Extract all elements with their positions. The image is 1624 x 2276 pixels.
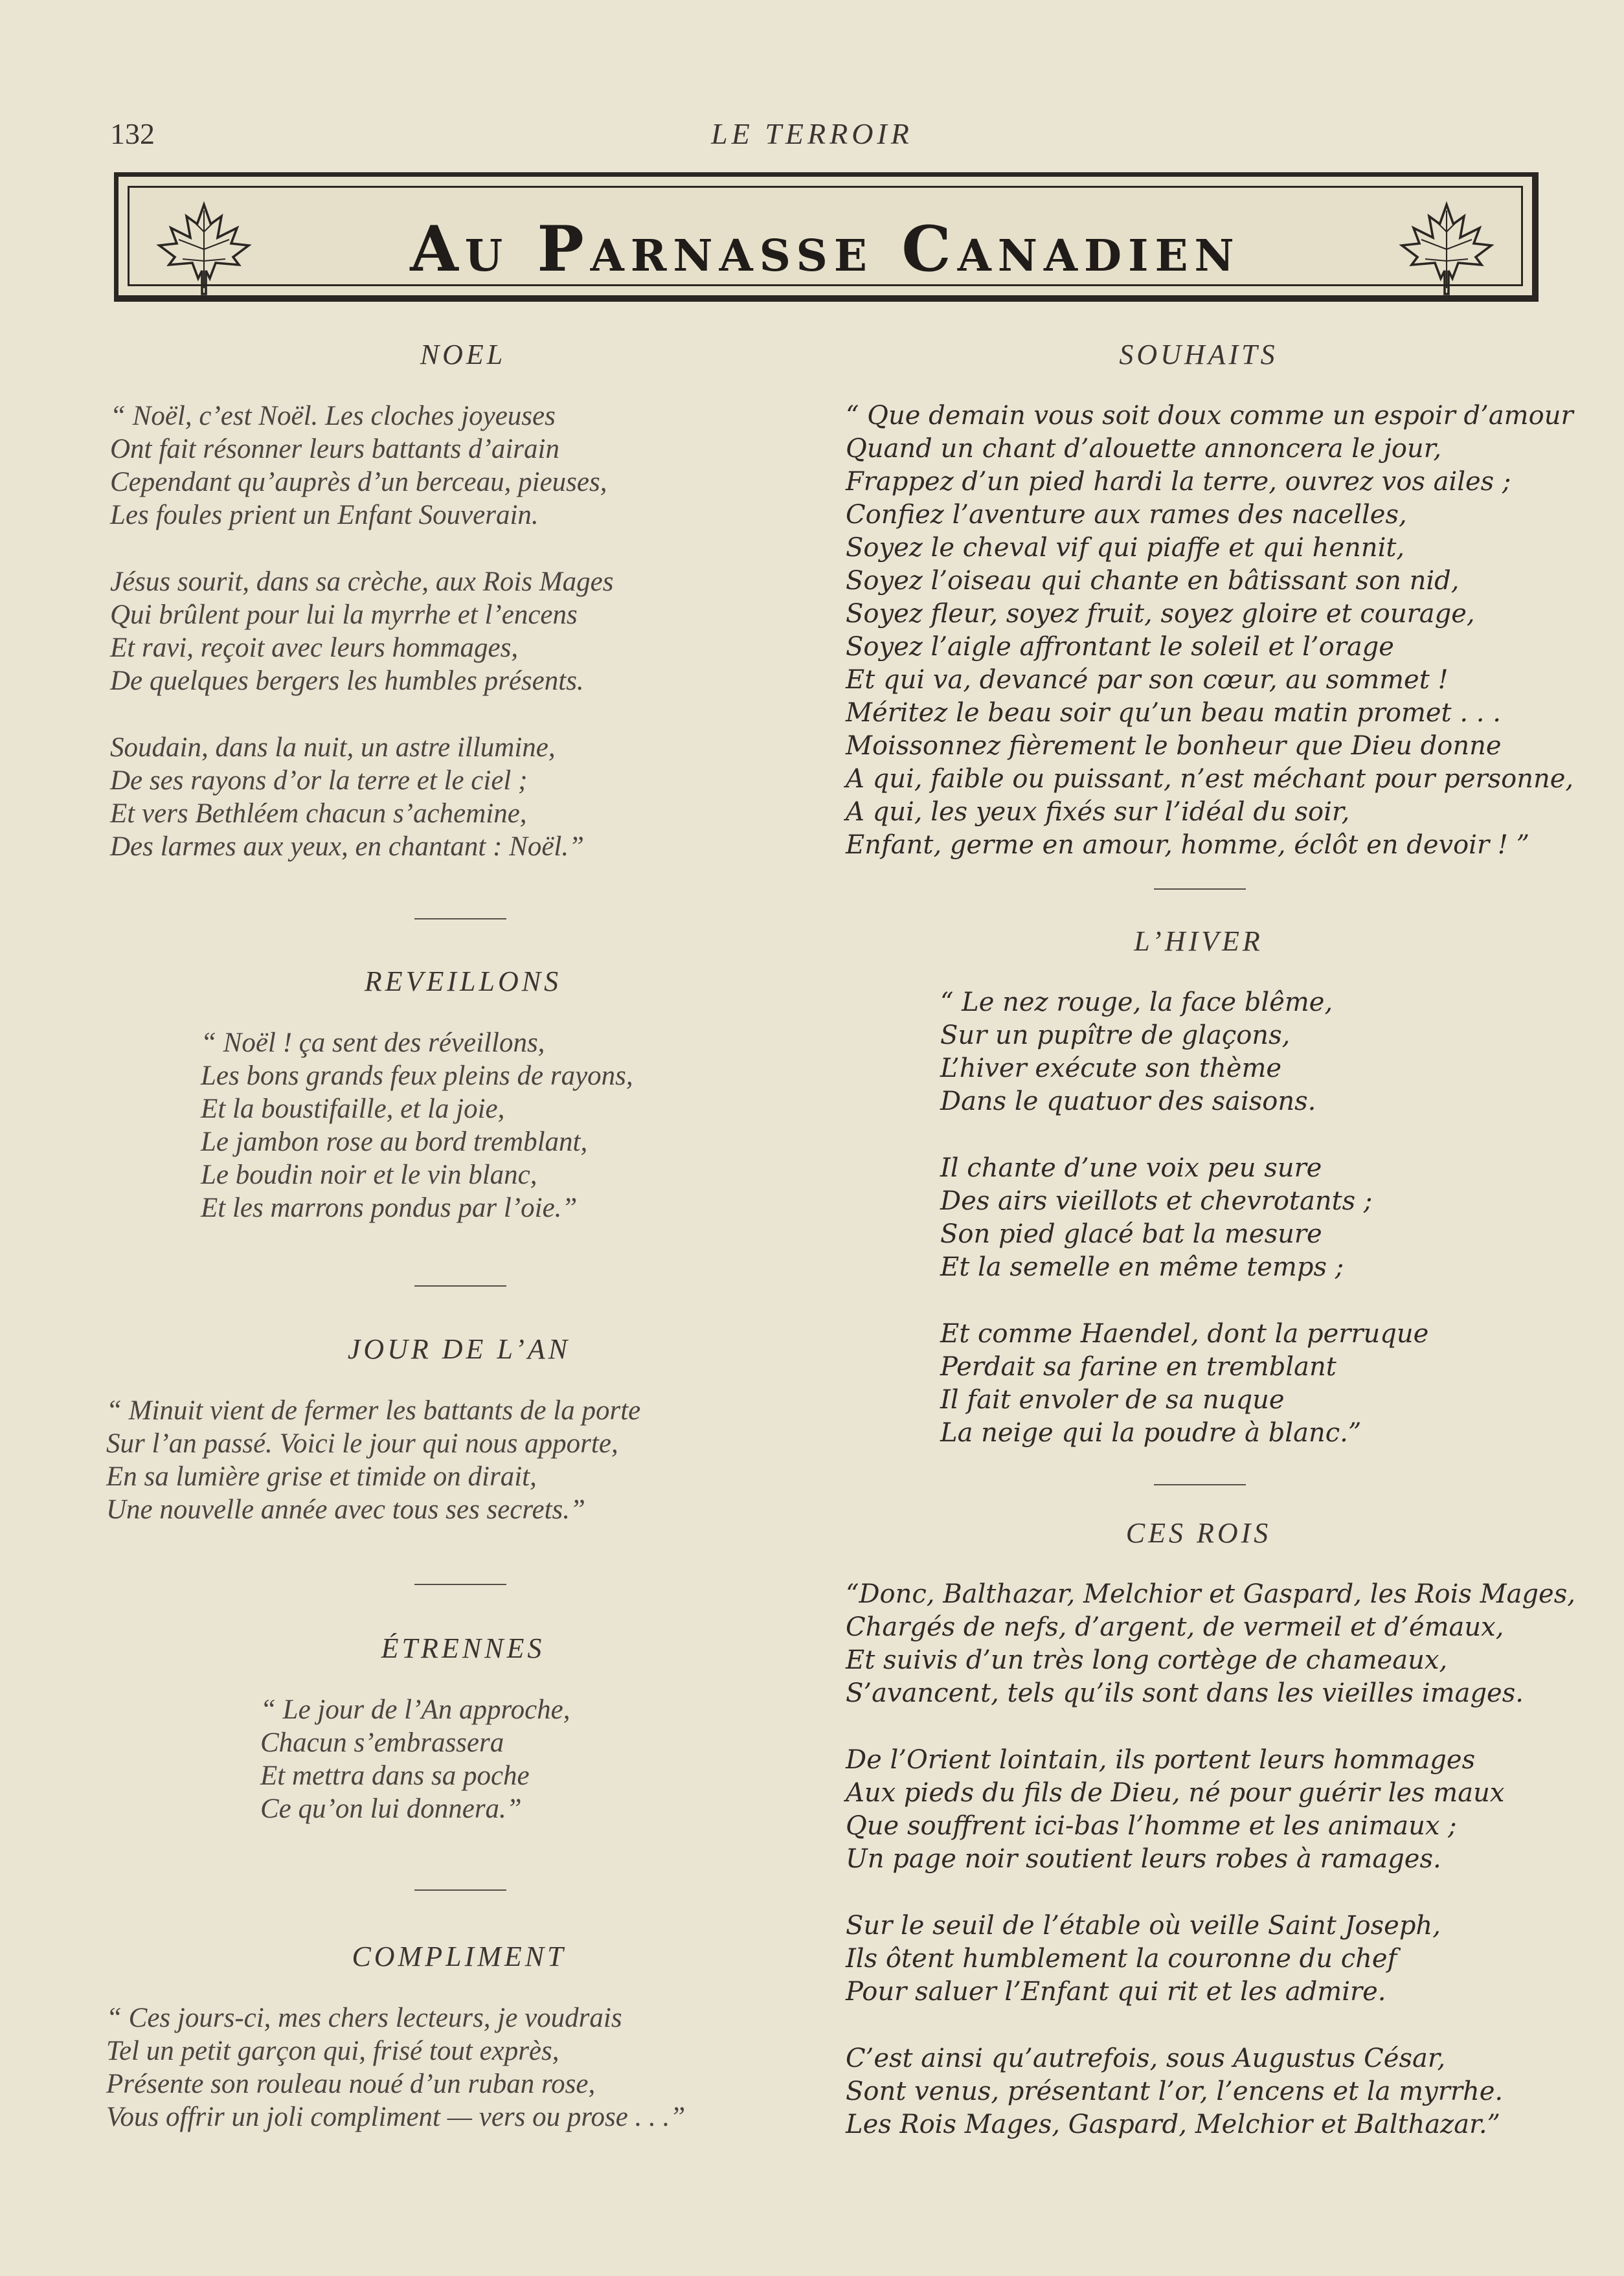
verse-line: A qui, les yeux fixés sur l’idéal du soir, xyxy=(846,797,1350,827)
verse-line: Soyez l’aigle affrontant le soleil et l’orage xyxy=(846,632,1394,662)
verse-line: Soyez l’oiseau qui chante en bâtissant son nid, xyxy=(846,566,1460,596)
verse-line: De quelques bergers les humbles présents. xyxy=(110,666,584,696)
verse-line: Soyez fleur, soyez fruit, soyez gloire et courage, xyxy=(846,599,1475,629)
section-banner xyxy=(114,172,1539,302)
poem-souhaits xyxy=(846,338,1574,862)
verse-line: Frappez d’un pied hardi la terre, ouvrez vos ailes ; xyxy=(846,467,1511,497)
verse-line: Sur le seuil de l’étable où veille Saint Joseph, xyxy=(846,1911,1441,1941)
verse-line: Soudain, dans la nuit, un astre illumine, xyxy=(110,732,556,763)
verse-line: De ses rayons d’or la terre et le ciel ; xyxy=(110,765,528,796)
stanza xyxy=(846,1910,1558,2009)
verse-line: Qui brûlent pour lui la myrrhe et l’encens xyxy=(110,600,578,630)
page-number: 132 xyxy=(110,117,155,150)
verse-line: Dans le quatuor des saisons. xyxy=(940,1087,1316,1116)
verse-line: L’hiver exécute son thème xyxy=(940,1053,1282,1083)
stanza xyxy=(940,1318,1558,1450)
stanza xyxy=(846,400,1574,862)
verse-line: Chacun s’embrassera xyxy=(260,1728,504,1758)
verse-line: A qui, faible ou puissant, n’est méchant pour personne, xyxy=(846,764,1574,794)
verse-line: Il fait envoler de sa nuque xyxy=(940,1385,1285,1415)
verse-line: “ Minuit vient de fermer les battants de la porte xyxy=(106,1395,641,1426)
verse-line: Et la boustifaille, et la joie, xyxy=(201,1094,505,1124)
section-divider xyxy=(414,1889,506,1891)
verse-line: S’avancent, tels qu’ils sont dans les vieilles images. xyxy=(846,1678,1524,1708)
verse-line: Perdait sa farine en tremblant xyxy=(940,1352,1336,1382)
poem-title: L’HIVER xyxy=(1134,925,1263,957)
verse-line: “ Le nez rouge, la face blême, xyxy=(940,987,1333,1017)
section-divider xyxy=(414,918,506,919)
verse-line: Tel un petit garçon qui, frisé tout exprès, xyxy=(106,2036,559,2066)
verse-line: Et qui va, devancé par son cœur, au sommet ! xyxy=(846,665,1449,695)
stanza xyxy=(940,986,1558,1118)
verse-line: Son pied glacé bat la mesure xyxy=(940,1219,1322,1249)
verse-line: Ils ôtent humblement la couronne du chef xyxy=(846,1944,1397,1974)
poem-title: REVEILLONS xyxy=(364,965,562,997)
verse-line: Et la semelle en même temps ; xyxy=(940,1252,1344,1282)
stanza xyxy=(110,400,822,532)
stanza xyxy=(846,1578,1575,1710)
verse-line: Sur l’an passé. Voici le jour qui nous apporte, xyxy=(106,1428,618,1459)
verse-line: Sur un pupître de glaçons, xyxy=(940,1020,1291,1050)
verse-line: “Donc, Balthazar, Melchior et Gaspard, les Rois Mages, xyxy=(846,1579,1575,1609)
verse-line: Et vers Bethléem chacun s’achemine, xyxy=(110,798,527,829)
poem-title: SOUHAITS xyxy=(1119,339,1278,370)
poem-reveillons xyxy=(110,965,822,1224)
poem-title: NOEL xyxy=(420,339,506,370)
verse-line: Jésus sourit, dans sa crèche, aux Rois Mages xyxy=(110,567,614,597)
verse-line: Le jambon rose au bord tremblant, xyxy=(201,1127,588,1157)
verse-line: Cependant qu’auprès d’un berceau, pieuses, xyxy=(110,467,607,497)
verse-line: Un page noir soutient leurs robes à ramages. xyxy=(846,1844,1441,1874)
verse-line: Vous offrir un joli compliment — vers ou prose . . .” xyxy=(106,2102,686,2132)
verse-line: Des airs vieillots et chevrotants ; xyxy=(940,1186,1373,1216)
verse-line: Moissonnez fièrement le bonheur que Dieu donne xyxy=(846,731,1502,761)
verse-line: De l’Orient lointain, ils portent leurs hommages xyxy=(846,1745,1476,1775)
verse-line: “ Que demain vous soit doux comme un espoir d’amour xyxy=(846,401,1573,431)
section-divider xyxy=(1154,1484,1246,1485)
verse-line: Et ravi, reçoit avec leurs hommages, xyxy=(110,633,519,663)
verse-line: Confiez l’aventure aux rames des nacelles, xyxy=(846,500,1407,530)
verse-line: Et comme Haendel, dont la perruque xyxy=(940,1319,1429,1349)
banner-inner-frame xyxy=(128,186,1523,286)
verse-line: Que souffrent ici-bas l’homme et les animaux ; xyxy=(846,1811,1457,1841)
poem-jour-de-lan xyxy=(106,1333,825,1526)
poem-compliment xyxy=(106,1940,825,2134)
stanza xyxy=(260,1693,822,1825)
poem-ces-rois xyxy=(846,1516,1575,2141)
verse-line: Soyez le cheval vif qui piaffe et qui hennit, xyxy=(846,533,1405,563)
verse-line: Quand un chant d’alouette annoncera le jour, xyxy=(846,434,1442,464)
section-divider xyxy=(414,1584,506,1585)
section-divider xyxy=(1154,888,1246,890)
verse-line: Le boudin noir et le vin blanc, xyxy=(201,1160,537,1190)
stanza xyxy=(940,1152,1558,1284)
verse-line: C’est ainsi qu’autrefois, sous Augustus César, xyxy=(846,2044,1446,2073)
verse-line: “ Noël ! ça sent des réveillons, xyxy=(201,1028,545,1058)
poem-title: ÉTRENNES xyxy=(381,1632,545,1664)
verse-line: Et mettra dans sa poche xyxy=(260,1761,530,1791)
poem-etrennes xyxy=(110,1632,822,1825)
verse-line: “ Le jour de l’An approche, xyxy=(260,1695,570,1725)
verse-line: Méritez le beau soir qu’un beau matin promet . . . xyxy=(846,698,1501,728)
section-divider xyxy=(414,1285,506,1287)
poem-lhiver xyxy=(846,925,1558,1450)
stanza xyxy=(106,1394,825,1526)
poem-noel xyxy=(110,338,822,863)
running-title: LE TERROIR xyxy=(711,117,913,150)
verse-line: Les foules prient un Enfant Souverain. xyxy=(110,500,539,530)
verse-line: Pour saluer l’Enfant qui rit et les admire. xyxy=(846,1977,1386,2007)
verse-line: Chargés de nefs, d’argent, de vermeil et d’émaux, xyxy=(846,1612,1504,1642)
verse-line: Ont fait résonner leurs battants d’airain xyxy=(110,434,559,464)
verse-line: Sont venus, présentant l’or, l’encens et la myrrhe. xyxy=(846,2077,1504,2106)
poem-title: JOUR DE L’AN xyxy=(347,1333,571,1365)
stanza xyxy=(846,2042,1558,2141)
stanza xyxy=(201,1026,822,1224)
verse-line: La neige qui la poudre à blanc.” xyxy=(940,1418,1362,1448)
verse-line: Aux pieds du fils de Dieu, né pour guérir les maux xyxy=(846,1778,1505,1808)
verse-line: Des larmes aux yeux, en chantant : Noël.” xyxy=(110,831,585,862)
verse-line: Présente son rouleau noué d’un ruban rose, xyxy=(106,2069,596,2099)
verse-line: Les Rois Mages, Gaspard, Melchior et Balthazar.” xyxy=(846,2110,1500,2139)
stanza xyxy=(110,565,822,697)
stanza xyxy=(846,1744,1558,1876)
verse-line: Les bons grands feux pleins de rayons, xyxy=(201,1061,633,1091)
stanza xyxy=(106,2001,825,2134)
banner-title: Au Parnasse Canadien xyxy=(410,212,1241,286)
verse-line: Il chante d’une voix peu sure xyxy=(940,1153,1322,1183)
stanza xyxy=(110,731,822,863)
poem-title: CES ROIS xyxy=(1125,1517,1272,1549)
verse-line: Ce qu’on lui donnera.” xyxy=(260,1794,522,1824)
maple-leaf-icon xyxy=(1398,201,1495,298)
verse-line: Une nouvelle année avec tous ses secrets.” xyxy=(106,1494,585,1525)
verse-line: Enfant, germe en amour, homme, éclôt en devoir ! ” xyxy=(846,830,1530,860)
poem-title: COMPLIMENT xyxy=(352,1941,567,1972)
verse-line: “ Noël, c’est Noël. Les cloches joyeuses xyxy=(110,401,556,431)
verse-line: En sa lumière grise et timide on dirait, xyxy=(106,1461,537,1492)
verse-line: “ Ces jours-ci, mes chers lecteurs, je voudrais xyxy=(106,2003,622,2033)
verse-line: Et suivis d’un très long cortège de chameaux, xyxy=(846,1645,1448,1675)
verse-line: Et les marrons pondus par l’oie.” xyxy=(201,1193,578,1223)
